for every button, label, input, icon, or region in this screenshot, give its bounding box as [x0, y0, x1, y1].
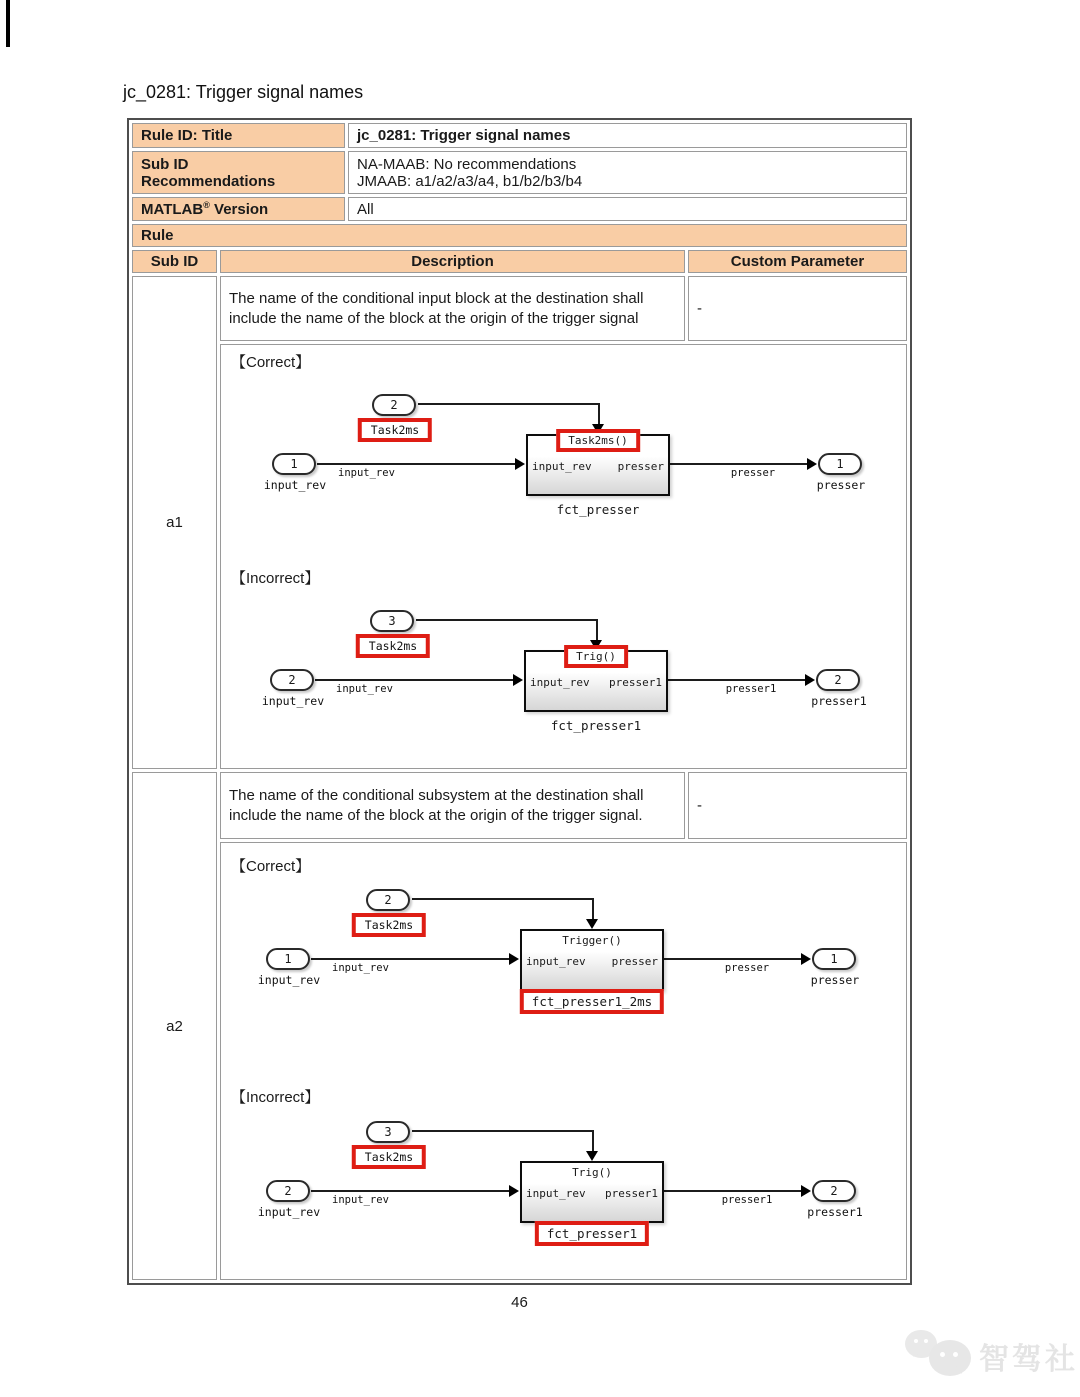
inport-number: 1 [284, 952, 292, 966]
chat-bubble-large-icon [929, 1340, 971, 1376]
outport-name: presser [810, 973, 860, 987]
subsystem-name: fct_presser [556, 502, 640, 517]
jmaab-value: JMAAB: a1/a2/a3/a4, b1/b2/b3/b4 [357, 172, 583, 190]
block-input-port-label: input_rev [526, 1187, 586, 1200]
incorrect-label-a1: 【Incorrect】 [231, 570, 320, 587]
inport-name: input_rev [261, 694, 325, 708]
example-cell-a2 [220, 842, 907, 1280]
inport-number: 2 [288, 673, 296, 687]
trigger-inport-block [370, 610, 414, 632]
correct-label-a2: 【Correct】 [231, 858, 311, 875]
page-number: 46 [511, 1294, 528, 1311]
block-output-port-label: presser [611, 955, 658, 968]
trigger-port-label: Trigger() [562, 934, 622, 947]
outport-name: presser1 [811, 694, 867, 708]
page-title: jc_0281: Trigger signal names [123, 82, 364, 102]
column-header-custom-parameter: Custom Parameter [688, 250, 907, 273]
simulink-diagram [237, 1114, 897, 1259]
trigger-arrowhead-icon [586, 919, 598, 929]
column-header-sub-id: Sub ID [132, 250, 217, 273]
trigger-inport-block [366, 889, 410, 911]
output-arrowhead-icon [801, 1185, 811, 1197]
incorrect-label-a2: 【Incorrect】 [231, 1089, 320, 1106]
description-a2: The name of the conditional subsystem at the destination shall include the name of the block at the origin of the trigger signal. [220, 772, 685, 839]
inport-number: 2 [284, 1184, 292, 1198]
input-wire [311, 1190, 512, 1192]
outport-block [818, 453, 862, 475]
custom-parameter-a1: - [688, 276, 907, 341]
output-signal-name: presser [730, 467, 776, 479]
outport-name: presser1 [807, 1205, 863, 1219]
trigger-wire-horizontal [412, 1130, 594, 1132]
trigger-inport-block [366, 1121, 410, 1143]
trigger-wire-horizontal [418, 403, 600, 405]
input-wire [317, 463, 518, 465]
inport-block [272, 453, 316, 475]
input-signal-name: input_rev [336, 683, 393, 695]
wechat-logo-icon [903, 1326, 969, 1378]
inport-name: input_rev [263, 478, 327, 492]
output-signal-name: presser [724, 962, 770, 974]
subsystem-name: fct_presser1 [535, 1221, 649, 1246]
output-arrowhead-icon [807, 458, 817, 470]
inport-number: 1 [290, 457, 298, 471]
subsystem-block [520, 929, 664, 991]
matlab-version-value: All [348, 197, 907, 221]
subsystem-name: fct_presser1_2ms [520, 989, 664, 1014]
output-wire [670, 463, 810, 465]
input-signal-name: input_rev [332, 962, 389, 974]
rule-section-label: Rule [132, 224, 907, 247]
trigger-inport-number: 3 [388, 614, 396, 628]
input-arrowhead-icon [515, 458, 525, 470]
trigger-inport-number: 2 [384, 893, 392, 907]
subsystem-name: fct_presser1 [550, 718, 642, 733]
block-input-port-label: input_rev [526, 955, 586, 968]
sub-id-a2: a2 [132, 772, 217, 1280]
sub-id-recommendations-value [348, 151, 907, 194]
inport-block [266, 1180, 310, 1202]
na-maab-value: NA-MAAB: No recommendations [357, 155, 577, 173]
output-arrowhead-icon [805, 674, 815, 686]
output-wire [668, 679, 808, 681]
version-word: Version [209, 201, 269, 218]
trigger-port-label: Task2ms() [556, 429, 640, 452]
trigger-wire-horizontal [416, 619, 598, 621]
custom-parameter-a2: - [688, 772, 907, 839]
inport-name: input_rev [257, 1205, 321, 1219]
subsystem-block [526, 434, 670, 496]
correct-label-a1: 【Correct】 [231, 354, 311, 371]
sub-id-label-line1: Sub ID [141, 155, 189, 173]
inport-block [266, 948, 310, 970]
outport-number: 1 [836, 457, 844, 471]
trigger-inport-number: 3 [384, 1125, 392, 1139]
output-signal-name: presser1 [725, 683, 777, 695]
trigger-inport-number: 2 [390, 398, 398, 412]
trigger-port-label: Trig() [564, 645, 628, 668]
trigger-port-label: Trig() [572, 1166, 612, 1179]
outport-number: 2 [830, 1184, 838, 1198]
outport-name: presser [816, 478, 866, 492]
input-arrowhead-icon [513, 674, 523, 686]
block-output-port-label: presser1 [605, 1187, 658, 1200]
column-header-description: Description [220, 250, 685, 273]
matlab-version-label [132, 197, 345, 221]
trigger-arrowhead-icon [586, 1151, 598, 1161]
outport-block [816, 669, 860, 691]
input-wire [315, 679, 516, 681]
description-a1: The name of the conditional input block at the destination shall include the name of the block at the origin of the trigger signal [220, 276, 685, 341]
input-wire [311, 958, 512, 960]
diagram-a1-correct [243, 387, 903, 537]
trigger-inport-name: Task2ms [358, 418, 432, 442]
input-signal-name: input_rev [338, 467, 395, 479]
outport-block [812, 1180, 856, 1202]
subsystem-block [520, 1161, 664, 1223]
sub-id-recommendations-label [132, 151, 345, 194]
inport-block [270, 669, 314, 691]
sub-id-a1: a1 [132, 276, 217, 769]
input-arrowhead-icon [509, 953, 519, 965]
outport-number: 1 [830, 952, 838, 966]
block-output-port-label: presser1 [609, 676, 662, 689]
simulink-diagram [243, 387, 903, 532]
trigger-wire-horizontal [412, 898, 594, 900]
diagram-a2-correct [237, 882, 897, 1032]
diagram-a1-incorrect [241, 603, 901, 753]
matlab-word: MATLAB [141, 201, 204, 218]
trigger-inport-name: Task2ms [356, 634, 430, 658]
output-signal-name: presser1 [721, 1194, 773, 1206]
input-signal-name: input_rev [332, 1194, 389, 1206]
block-output-port-label: presser [617, 460, 664, 473]
watermark [903, 1324, 1078, 1380]
trigger-inport-name: Task2ms [352, 1145, 426, 1169]
block-input-port-label: input_rev [532, 460, 592, 473]
rule-table [127, 118, 912, 1285]
input-arrowhead-icon [509, 1185, 519, 1197]
simulink-diagram [237, 882, 897, 1027]
output-arrowhead-icon [801, 953, 811, 965]
inport-name: input_rev [257, 973, 321, 987]
output-wire [664, 1190, 804, 1192]
sub-id-label-line2: Recommendations [141, 172, 276, 190]
trigger-inport-block [372, 394, 416, 416]
rule-id-value: jc_0281: Trigger signal names [348, 123, 907, 148]
trigger-inport-name: Task2ms [352, 913, 426, 937]
subsystem-block [524, 650, 668, 712]
registered-mark: ® [203, 200, 210, 210]
outport-block [812, 948, 856, 970]
output-wire [664, 958, 804, 960]
page-edge-mark [6, 0, 10, 47]
simulink-diagram [241, 603, 901, 748]
outport-number: 2 [834, 673, 842, 687]
example-cell-a1 [220, 344, 907, 769]
block-input-port-label: input_rev [530, 676, 590, 689]
rule-id-label: Rule ID: Title [132, 123, 345, 148]
watermark-text: 智驾社 [979, 1343, 1078, 1376]
diagram-a2-incorrect [237, 1114, 897, 1264]
